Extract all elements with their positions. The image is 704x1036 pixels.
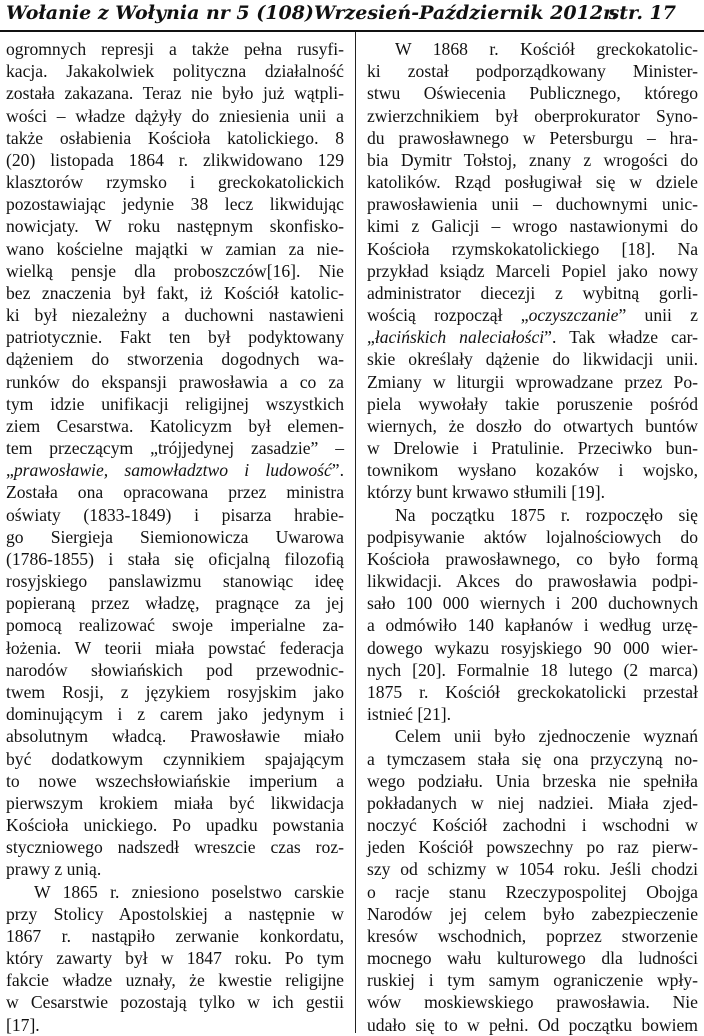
text-line: dominującym i z carem jako jedynym i bbox=[6, 704, 344, 725]
text-line: „prawosławie, samowładztwo i ludowość”. bbox=[6, 460, 344, 481]
text-line: sało 100 000 wiernych i 200 duchownych bbox=[367, 593, 698, 614]
text-line: w Cesarstwie pozostają tylko w ich gestii bbox=[6, 992, 344, 1013]
text-line: klasztorów rzymsko i greckokatolickich bbox=[6, 172, 344, 193]
text-line: wano kościelne majątki w zamian za nie- bbox=[6, 238, 344, 259]
text-line: przy Stolicy Apostolskiej a następnie w bbox=[6, 903, 344, 924]
text-line: mocnego wału kulturowego dla ludności bbox=[367, 948, 698, 969]
text-line: a odmówiło 140 kapłanów i według urzę- bbox=[367, 615, 698, 636]
right-column bbox=[367, 38, 698, 1036]
text-line: piela wywołały takie poruszenie pośród bbox=[367, 393, 698, 414]
text-line: którzy bunt krwawo stłumili [19]. bbox=[367, 482, 605, 503]
text-line: być dodatkowym czynnikiem spajającym bbox=[6, 748, 344, 769]
text-line: oświaty (1833-1849) i pisarza hrabie- bbox=[6, 504, 344, 525]
text-line: nowicjaty. W roku następnym skonfisko- bbox=[6, 216, 344, 237]
text-line: 1875 r. Kościół greckokatolicki przestał bbox=[367, 681, 698, 702]
text-line: łożenia. W teorii miała powstać federacja bbox=[6, 637, 344, 658]
text-line: Narodów jej celem było zabezpieczenie bbox=[367, 903, 698, 924]
text-line: prawosławienia unii – duchownymi unic- bbox=[367, 194, 698, 215]
text-line: bez znaczenia był fakt, iż Kościół katolic- bbox=[6, 282, 344, 303]
text-line: dowego wykazu rosyjskiego 90 000 wier- bbox=[367, 637, 698, 658]
text-line: jeden Kościół powszechny po raz pierw- bbox=[367, 837, 698, 858]
text-line: istnieć [21]. bbox=[367, 704, 452, 725]
header-rule bbox=[0, 30, 704, 32]
text-line: rosyjskiego panslawizmu stanowiąc ideę bbox=[6, 571, 344, 592]
text-line: pokładanych w niej nadziei. Miała zjed- bbox=[367, 792, 698, 813]
text-line: kacja. Jakakolwiek polityczna działalność bbox=[6, 61, 344, 82]
text-line: du prawosławnego w Petersburgu – hra- bbox=[367, 127, 698, 148]
text-line: ki został podporządkowany Minister- bbox=[367, 61, 698, 82]
text-line: Została ona opracowana przez ministra bbox=[6, 482, 344, 503]
text-line: 1867 r. nastąpiło zerwanie konkordatu, bbox=[6, 925, 344, 946]
text-line: kimi z Galicji – wrogo nastawionymi do bbox=[367, 216, 698, 237]
text-line: wego podziału. Unia brzeska nie spełniła bbox=[367, 770, 698, 791]
text-line: Kościoła rzymskokatolickiego [18]. Na bbox=[367, 238, 698, 259]
text-line: Celem unii było zjednoczenie wyznań bbox=[395, 726, 698, 747]
text-line: Na początku 1875 r. rozpoczęło się bbox=[395, 504, 698, 525]
text-line: który zawarty był w 1847 roku. Po tym bbox=[6, 948, 344, 969]
text-line: wiernych, że doszło do otwartych buntów bbox=[367, 415, 698, 436]
text-line: pomocą realizować swoje imperialne za- bbox=[6, 615, 344, 636]
page-number: str. 17 bbox=[608, 2, 676, 24]
text-line: skie określały dążenie do likwidacji unii. bbox=[367, 349, 698, 370]
text-line: W 1865 r. zniesiono poselstwo carskie bbox=[34, 881, 344, 902]
text-line: o racje stanu Rzeczypospolitej Obojga bbox=[367, 881, 698, 902]
text-line: ogromnych represji a także pełna rusyfi- bbox=[6, 39, 344, 59]
text-line: także osłabienia Kościoła katolickiego. 8 bbox=[6, 127, 344, 148]
text-line: (1786-1855) i stała się oficjalną filozofią bbox=[6, 548, 344, 569]
text-line: townikom wysłano kozaków i wojsko, bbox=[367, 460, 698, 481]
text-line: likwidacji. Akces do prawosławia podpi- bbox=[367, 571, 698, 592]
text-line: styczniowego nadszedł wreszcie czas roz- bbox=[6, 837, 344, 858]
text-line: udało się to w pełni. Od początku bowiem bbox=[367, 1014, 698, 1035]
text-line: Kościoła unickiego. Po upadku powstania bbox=[6, 815, 344, 836]
text-line: ki był niezależny a duchowni nastawieni bbox=[6, 305, 344, 326]
text-line: ruskiej i tym samym ograniczenie wpły- bbox=[367, 970, 698, 991]
text-line: katolików. Rząd posługiwał się w dziele bbox=[367, 172, 698, 193]
text-line: wości – władze dążyły do zniesienia unii a bbox=[6, 105, 344, 126]
text-line: została zakazana. Teraz nie było już wątpli- bbox=[6, 83, 344, 104]
issue-date: Wrzesień-Październik 2012r. bbox=[314, 2, 618, 24]
column-divider bbox=[355, 32, 356, 1033]
text-line: W 1868 r. Kościół greckokatolic- bbox=[395, 39, 698, 59]
text-line: tym idzie unifikacji religijnej wszystkich bbox=[6, 393, 344, 414]
text-line: go Siergieja Siemionowicza Uwarowa bbox=[6, 526, 344, 547]
text-line: nych [20]. Formalnie 18 lutego (2 marca) bbox=[367, 659, 698, 680]
text-line: absolutnym władcą. Prawosławie miało bbox=[6, 726, 344, 747]
text-line: „łacińskich naleciałości”. Tak władze car- bbox=[367, 327, 698, 348]
text-line: twem Rosji, z językiem rosyjskim jako bbox=[6, 681, 344, 702]
text-line: [17]. bbox=[6, 1014, 40, 1035]
text-line: wielką pensje dla proboszczów[16]. Nie bbox=[6, 260, 344, 281]
text-line: Kościoła prawosławnego, co było formą bbox=[367, 548, 698, 569]
text-line: ziem Cesarstwa. Katolicyzm był elemen- bbox=[6, 415, 344, 436]
page-header bbox=[0, 0, 704, 32]
text-line: narodów słowiańskich pod przewodnic- bbox=[6, 659, 344, 680]
text-line: (20) listopada 1864 r. zlikwidowano 129 bbox=[6, 149, 344, 170]
text-line: kresów wschodnich, poprzez stworzenie bbox=[367, 925, 698, 946]
text-line: runków do ekspansji prawosławia a co za bbox=[6, 371, 344, 392]
text-line: popieraną przez władzę, pragnące za jej bbox=[6, 593, 344, 614]
text-line: dążeniem do stworzenia dogodnych wa- bbox=[6, 349, 344, 370]
magazine-issue: Wołanie z Wołynia nr 5 (108) bbox=[6, 2, 314, 24]
text-line: Zmiany w liturgii wprowadzane przez Po- bbox=[367, 371, 698, 392]
text-line: administrator diecezji z wybitną gorli- bbox=[367, 282, 698, 303]
text-line: patriotycznie. Fakt ten był podyktowany bbox=[6, 327, 344, 348]
text-line: szy od schizmy w 1054 roku. Jeśli chodzi bbox=[367, 859, 698, 880]
text-line: pozostawiając jedynie 38 lecz likwidując bbox=[6, 194, 344, 215]
text-line: noczyć Kościół zachodni i wschodni w bbox=[367, 815, 698, 836]
text-line: fakcie władze uznały, że kwestie religijne bbox=[6, 970, 344, 991]
text-line: pierwszym krokiem miała być likwidacja bbox=[6, 792, 344, 813]
text-line: prawy z unią. bbox=[6, 859, 102, 880]
left-column bbox=[6, 38, 344, 1036]
text-line: a tymczasem stała się ona przyczyną no- bbox=[367, 748, 698, 769]
text-line: stwu Oświecenia Publicznego, którego bbox=[367, 83, 698, 104]
text-line: bia Dymitr Tołstoj, znany z wrogości do bbox=[367, 149, 698, 170]
text-line: tem przeczącym „trójjedynej zasadzie” – bbox=[6, 438, 344, 459]
text-line: przykład ksiądz Marceli Popiel jako nowy bbox=[367, 260, 698, 281]
text-line: wością rozpoczął „oczyszczanie” unii z bbox=[367, 305, 698, 326]
text-line: w Drelowie i Pratulinie. Przeciwko bun- bbox=[367, 438, 698, 459]
text-line: wów moskiewskiego prawosławia. Nie bbox=[367, 992, 698, 1013]
text-line: podpisywanie aktów lojalnościowych do bbox=[367, 526, 698, 547]
text-line: zwierzchnikiem był oberprokurator Syno- bbox=[367, 105, 698, 126]
text-line: to nowe wszechsłowiańskie imperium a bbox=[6, 770, 344, 791]
